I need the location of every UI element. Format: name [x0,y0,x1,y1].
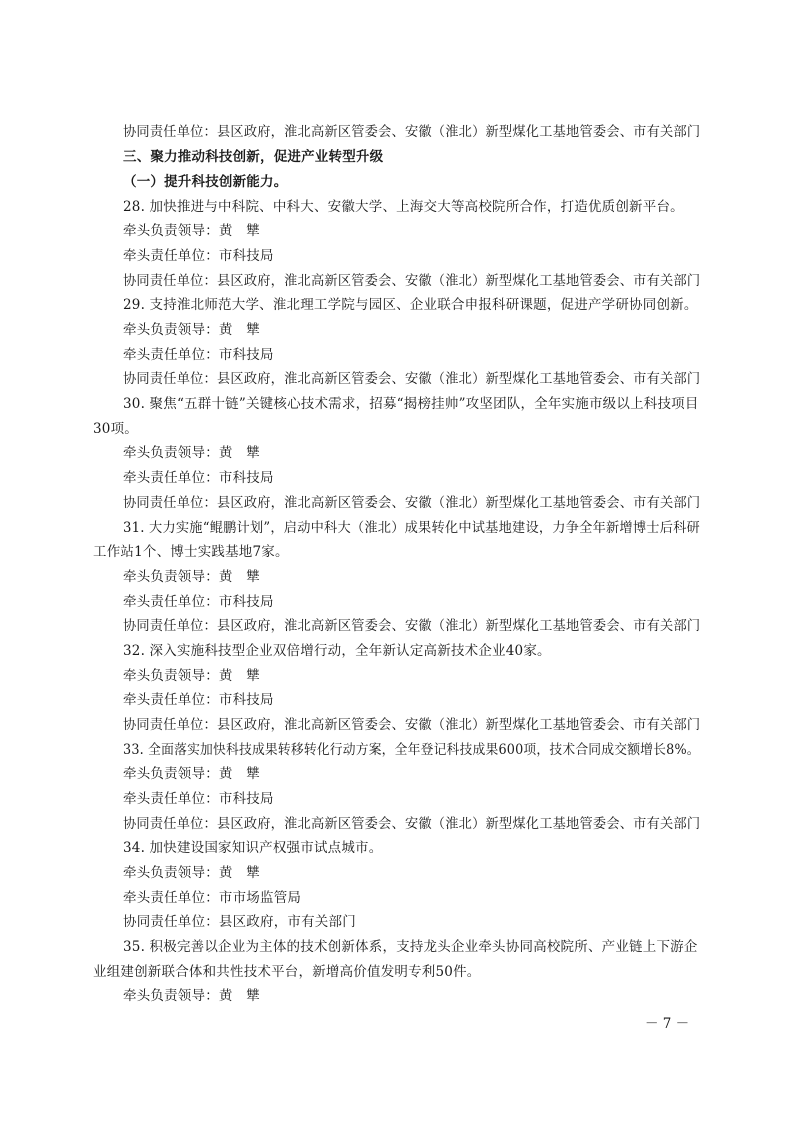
subsection-heading: （一）提升科技创新能力。 [123,174,288,190]
item-text: 31. 大力实施“鲲鹏计划”，启动中科大（淮北）成果转化中试基地建设，力争全年新增博士后科研 [123,520,700,536]
text-line: 牵头负责领导：黄 犨 [123,322,260,338]
text-line: 协同责任单位：县区政府，淮北高新区管委会、安徽（淮北）新型煤化工基地管委会、市有关部门 [123,124,701,140]
item-text-continued: 工作站1个、博士实践基地7家。 [93,544,289,560]
text-line: 牵头责任单位：市科技局 [123,470,274,486]
text-line: 牵头负责领导：黄 犨 [123,445,260,461]
text-line: 协同责任单位：县区政府，淮北高新区管委会、安徽（淮北）新型煤化工基地管委会、市有关部门 [123,371,701,387]
text-line: 牵头责任单位：市科技局 [123,347,274,363]
text-line: 协同责任单位：县区政府，淮北高新区管委会、安徽（淮北）新型煤化工基地管委会、市有关部门 [123,816,701,832]
item-text: 32. 深入实施科技型企业双倍增行动，全年新认定高新技术企业40家。 [123,643,551,659]
text-line: 牵头责任单位：市科技局 [123,248,274,264]
item-text: 29. 支持淮北师范大学、淮北理工学院与园区、企业联合申报科研课题，促进产学研协同创新。 [123,297,698,313]
text-line: 牵头责任单位：市市场监管局 [123,890,302,906]
text-line: 协同责任单位：县区政府，淮北高新区管委会、安徽（淮北）新型煤化工基地管委会、市有关部门 [123,717,701,733]
item-text-continued: 业组建创新联合体和共性技术平台，新增高价值发明专利50件。 [93,964,481,980]
text-line: 牵头负责领导：黄 犨 [123,223,260,239]
page-number: － 7 － [645,1016,690,1032]
item-text: 30. 聚焦“五群十链”关键核心技术需求，招募“揭榜挂帅”攻坚团队，全年实施市级以上科技项目 [123,396,699,412]
item-text: 34. 加快建设国家知识产权强市试点城市。 [123,840,383,856]
item-text: 28. 加快推进与中科院、中科大、安徽大学、上海交大等高校院所合作，打造优质创新平台。 [123,199,684,215]
text-line: 牵头负责领导：黄 犨 [123,988,260,1004]
text-line: 牵头负责领导：黄 犨 [123,569,260,585]
text-line: 牵头责任单位：市科技局 [123,692,274,708]
item-text: 35. 积极完善以企业为主体的技术创新体系，支持龙头企业牵头协同高校院所、产业链上下游企 [123,939,698,955]
text-line: 协同责任单位：县区政府，淮北高新区管委会、安徽（淮北）新型煤化工基地管委会、市有关部门 [123,618,701,634]
text-line: 牵头负责领导：黄 犨 [123,766,260,782]
text-line: 协同责任单位：县区政府，淮北高新区管委会、安徽（淮北）新型煤化工基地管委会、市有关部门 [123,495,701,511]
text-line: 牵头责任单位：市科技局 [123,791,274,807]
item-text: 33. 全面落实加快科技成果转移转化行动方案，全年登记科技成果600项，技术合同成交额增长8%。 [123,742,700,758]
item-text-continued: 30项。 [93,421,138,437]
text-line: 协同责任单位：县区政府，市有关部门 [123,914,356,930]
text-line: 牵头责任单位：市科技局 [123,594,274,610]
section-heading: 三、聚力推动科技创新，促进产业转型升级 [123,149,384,165]
text-line: 协同责任单位：县区政府，淮北高新区管委会、安徽（淮北）新型煤化工基地管委会、市有关部门 [123,273,701,289]
text-line: 牵头负责领导：黄 犨 [123,865,260,881]
text-line: 牵头负责领导：黄 犨 [123,668,260,684]
